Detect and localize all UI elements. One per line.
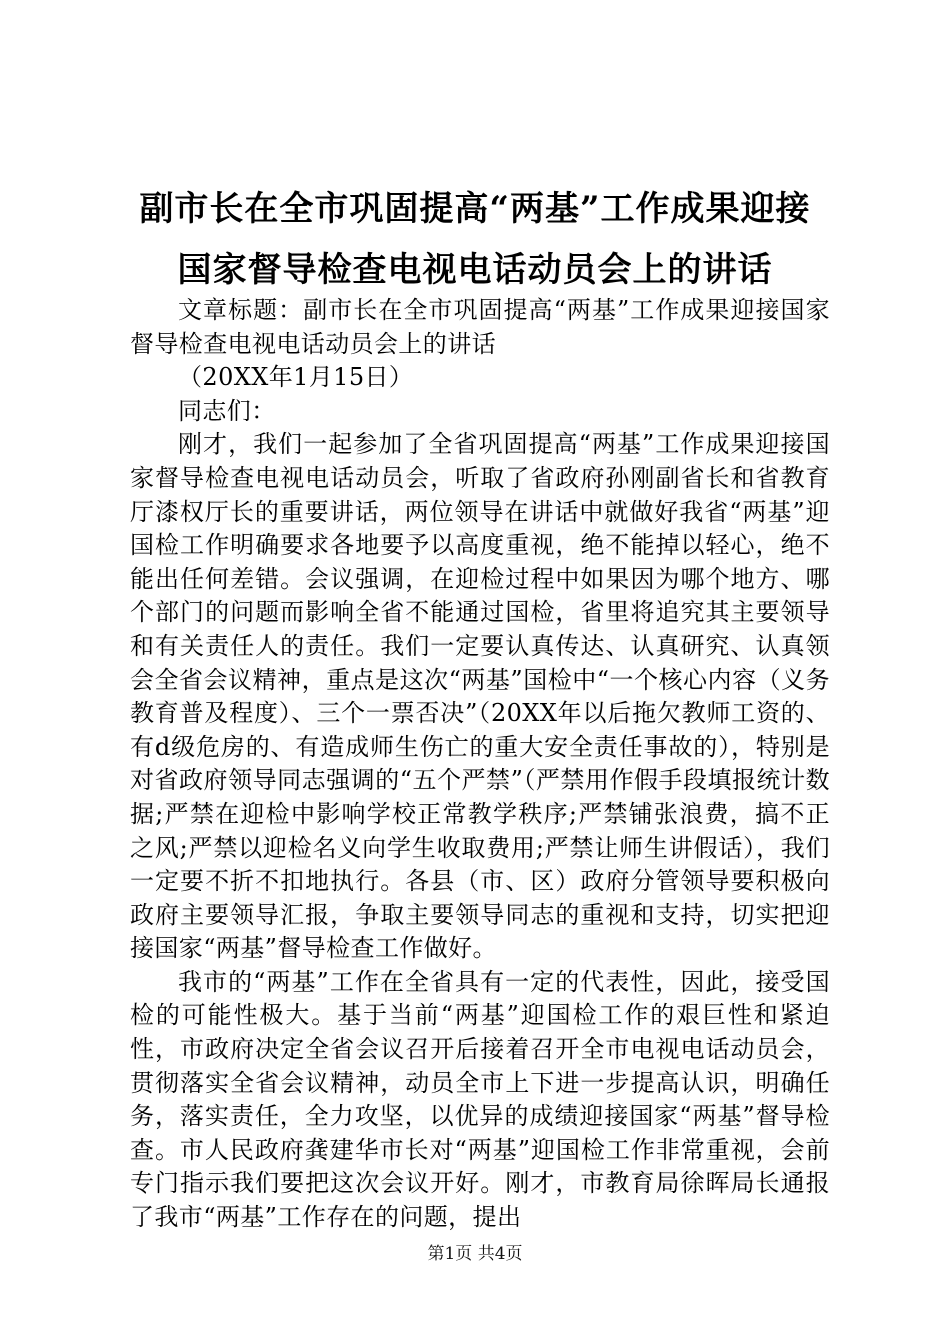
article-title-paragraph: 文章标题：副市长在全市巩固提高“两基”工作成果迎接国家督导检查电视电话动员会上的讲话	[130, 296, 830, 358]
body-paragraph: 我市的“两基”工作在全省具有一定的代表性，因此，接受国检的可能性极大。基于当前“两基”迎国检工作的艰巨性和紧迫性，市政府决定全省会议召开后接着召开全市电视电话动员会，贯彻落实全省会议精神，动员全市上下进一步提高认识，明确任务，落实责任，全力攻坚，以优异的成绩迎接国家“两基”督导检查。市人民政府龚建华市长对“两基”迎国检工作非常重视，会前专门指示我们要把这次会议开好。刚才，市教育局徐晖局长通报了我市“两基”工作存在的问题，提出	[130, 967, 830, 1232]
document-title-line-1: 副市长在全市巩固提高“两基”工作成果迎接	[139, 189, 811, 229]
document-body	[130, 294, 830, 1235]
date-paragraph: （20XX年1月15日）	[178, 363, 414, 392]
salutation-paragraph: 同志们：	[178, 396, 276, 425]
body-paragraph: 刚才，我们一起参加了全省巩固提高“两基”工作成果迎接国家督导检查电视电话动员会，听取了省政府孙刚副省长和省教育厅漆权厅长的重要讲话，两位领导在讲话中就做好我省“两基”迎国检工作明确要求各地要予以高度重视，绝不能掉以轻心，绝不能出任何差错。会议强调，在迎检过程中如果因为哪个地方、哪个部门的问题而影响全省不能通过国检，省里将追究其主要领导和有关责任人的责任。我们一定要认真传达、认真研究、认真领会全省会议精神，重点是这次“两基”国检中“一个核心内容（义务教育普及程度）、三个一票否决”（20XX年以后拖欠教师工资的、有d级危房的、有造成师生伤亡的重大安全责任事故的），特别是对省政府领导同志强调的“五个严禁”（严禁用作假手段填报统计数据;严禁在迎检中影响学校正常教学秩序;严禁铺张浪费，搞不正之风;严禁以迎检名义向学生收取费用;严禁让师生讲假话），我们一定要不折不扣地执行。各县（市、区）政府分管领导要积极向政府主要领导汇报，争取主要领导同志的重视和支持，切实把迎接国家“两基”督导检查工作做好。	[130, 430, 830, 963]
document-title-line-2: 国家督导检查电视电话动员会上的讲话	[177, 250, 773, 290]
page-footer: 第1页 共4页	[427, 1244, 523, 1264]
